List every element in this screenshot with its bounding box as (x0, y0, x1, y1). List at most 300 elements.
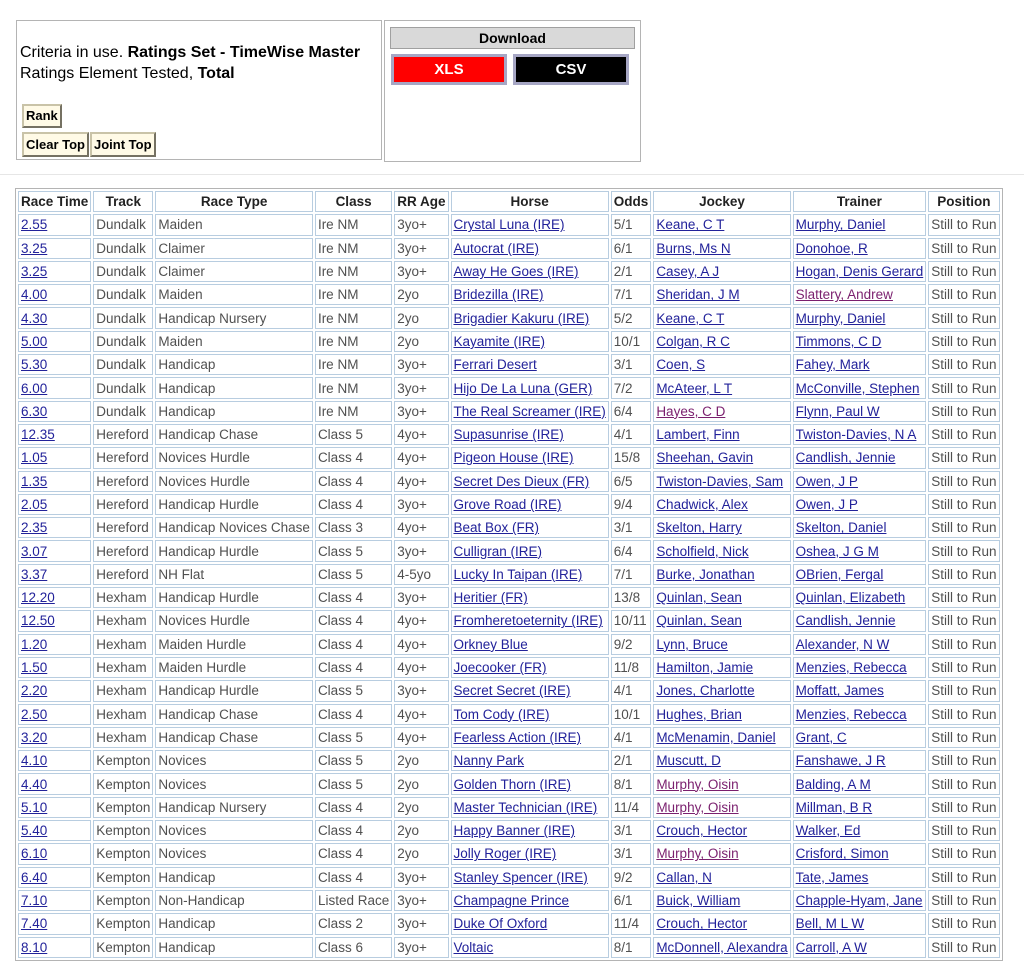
race-time-link[interactable]: 4.40 (21, 776, 48, 792)
position-cell: Still to Run (928, 284, 999, 305)
race-type-cell: Handicap Chase (155, 704, 313, 725)
jockey-link[interactable]: Scholfield, Nick (656, 543, 749, 559)
rr-age-cell: 2yo (394, 843, 448, 864)
table-row (18, 447, 1000, 468)
race-time-link[interactable]: 5.00 (21, 333, 48, 349)
race-time-link[interactable]: 12.35 (21, 427, 55, 443)
position-cell: Still to Run (928, 727, 999, 748)
horse-cell (451, 261, 609, 282)
jockey-link[interactable]: Hughes, Brian (656, 706, 742, 722)
class-cell: Class 5 (315, 540, 392, 561)
horse-link[interactable]: Duke Of Oxford (453, 916, 548, 932)
trainer-link[interactable]: Quinlan, Elizabeth (795, 590, 906, 606)
horse-link[interactable]: Tom Cody (IRE) (453, 706, 550, 722)
trainer-cell (793, 843, 927, 864)
rr-age-cell: 3yo+ (394, 913, 448, 934)
race-time-link[interactable]: 1.05 (21, 450, 48, 466)
horse-link[interactable]: Stanley Spencer (IRE) (453, 869, 588, 885)
odds-cell: 3/1 (611, 843, 652, 864)
position-cell: Still to Run (928, 937, 999, 958)
track-cell: Kempton (93, 797, 153, 818)
race-time-cell (18, 377, 91, 398)
race-time-link[interactable]: 5.40 (21, 823, 48, 839)
jockey-cell (653, 354, 790, 375)
class-cell: Class 5 (315, 773, 392, 794)
trainer-link[interactable]: Murphy, Daniel (795, 217, 886, 233)
download-title: Download (390, 27, 635, 49)
jockey-link[interactable]: Murphy, Oisin (656, 776, 739, 792)
jockey-cell (653, 214, 790, 235)
trainer-cell (793, 634, 927, 655)
race-time-link[interactable]: 8.10 (21, 939, 48, 955)
jockey-cell (653, 377, 790, 398)
horse-cell (451, 797, 609, 818)
column-header-class: Class (315, 191, 392, 212)
trainer-link[interactable]: Oshea, J G M (795, 543, 879, 559)
position-cell: Still to Run (928, 704, 999, 725)
jockey-cell (653, 517, 790, 538)
odds-cell: 8/1 (611, 773, 652, 794)
race-type-cell: Handicap (155, 867, 313, 888)
horse-link[interactable]: Jolly Roger (IRE) (453, 846, 557, 862)
class-cell: Class 4 (315, 634, 392, 655)
rr-age-cell: 3yo+ (394, 377, 448, 398)
track-cell: Kempton (93, 890, 153, 911)
race-time-link[interactable]: 3.07 (21, 543, 48, 559)
horse-cell (451, 610, 609, 631)
track-cell: Dundalk (93, 307, 153, 328)
jockey-link[interactable]: Twiston-Davies, Sam (656, 473, 784, 489)
jockey-link[interactable]: Coen, S (656, 357, 706, 373)
odds-cell: 11/4 (611, 797, 652, 818)
race-time-link[interactable]: 7.40 (21, 916, 48, 932)
rr-age-cell: 3yo+ (394, 354, 448, 375)
odds-cell: 5/2 (611, 307, 652, 328)
horse-link[interactable]: Hijo De La Luna (GER) (453, 380, 593, 396)
column-header-race-type: Race Type (155, 191, 313, 212)
race-type-cell: Handicap Nursery (155, 797, 313, 818)
horse-cell (451, 284, 609, 305)
column-header-odds: Odds (611, 191, 652, 212)
horse-link[interactable]: Secret Secret (IRE) (453, 683, 571, 699)
jockey-link[interactable]: Muscutt, D (656, 753, 721, 769)
rank-button[interactable]: Rank (22, 104, 62, 128)
rr-age-cell: 4yo+ (394, 424, 448, 445)
trainer-link[interactable]: Fanshawe, J R (795, 753, 886, 769)
horse-link[interactable]: Heritier (FR) (453, 590, 528, 606)
position-cell: Still to Run (928, 797, 999, 818)
class-cell: Ire NM (315, 377, 392, 398)
horse-link[interactable]: Orkney Blue (453, 636, 528, 652)
trainer-cell (793, 401, 927, 422)
race-time-cell (18, 727, 91, 748)
track-cell: Dundalk (93, 238, 153, 259)
horse-link[interactable]: Lucky In Taipan (IRE) (453, 566, 583, 582)
jockey-cell (653, 494, 790, 515)
odds-cell: 4/1 (611, 680, 652, 701)
class-cell: Class 4 (315, 867, 392, 888)
trainer-link[interactable]: Menzies, Rebecca (795, 660, 907, 676)
rr-age-cell: 3yo+ (394, 401, 448, 422)
trainer-link[interactable]: Chapple-Hyam, Jane (795, 893, 923, 909)
joint-top-button[interactable]: Joint Top (90, 132, 156, 157)
rr-age-cell: 2yo (394, 750, 448, 771)
horse-link[interactable]: Grove Road (IRE) (453, 497, 562, 512)
jockey-link[interactable]: Casey, A J (656, 264, 720, 280)
jockey-cell (653, 587, 790, 608)
race-time-link[interactable]: 1.50 (21, 660, 48, 676)
position-cell: Still to Run (928, 447, 999, 468)
trainer-link[interactable]: Owen, J P (795, 497, 858, 512)
jockey-link[interactable]: McAteer, L T (656, 380, 733, 396)
trainer-link[interactable]: Fahey, Mark (795, 357, 870, 373)
rr-age-cell: 4yo+ (394, 727, 448, 748)
trainer-link[interactable]: Grant, C (795, 729, 847, 745)
trainer-link[interactable]: Bell, M L W (795, 916, 865, 932)
jockey-cell (653, 564, 790, 585)
jockey-link[interactable]: Burns, Ms N (656, 240, 731, 256)
jockey-cell (653, 401, 790, 422)
horse-cell (451, 331, 609, 352)
race-time-cell (18, 354, 91, 375)
race-time-cell (18, 540, 91, 561)
table-row (18, 890, 1000, 911)
jockey-link[interactable]: Lambert, Finn (656, 427, 740, 443)
jockey-cell (653, 727, 790, 748)
csv-download-button[interactable]: CSV (513, 54, 629, 85)
race-time-link[interactable]: 1.20 (21, 636, 48, 652)
trainer-link[interactable]: Crisford, Simon (795, 846, 889, 862)
jockey-link[interactable]: McDonnell, Alexandra (656, 939, 788, 955)
race-time-link[interactable]: 5.10 (21, 799, 48, 815)
odds-cell: 2/1 (611, 261, 652, 282)
jockey-link[interactable]: Sheehan, Gavin (656, 450, 754, 466)
horse-cell (451, 471, 609, 492)
rr-age-cell: 2yo (394, 773, 448, 794)
race-type-cell: Maiden (155, 331, 313, 352)
horse-link[interactable]: Kayamite (IRE) (453, 333, 546, 349)
race-time-link[interactable]: 2.05 (21, 497, 48, 512)
trainer-cell (793, 494, 927, 515)
race-type-cell: Maiden (155, 214, 313, 235)
trainer-link[interactable]: Donohoe, R (795, 240, 868, 256)
jockey-link[interactable]: Quinlan, Sean (656, 613, 742, 629)
track-cell: Hexham (93, 727, 153, 748)
race-time-cell (18, 773, 91, 794)
horse-link[interactable]: Golden Thorn (IRE) (453, 776, 572, 792)
class-cell: Ire NM (315, 354, 392, 375)
table-row (18, 494, 1000, 515)
jockey-cell (653, 307, 790, 328)
table-row (18, 843, 1000, 864)
race-time-cell (18, 447, 91, 468)
rr-age-cell: 4yo+ (394, 610, 448, 631)
rr-age-cell: 4yo+ (394, 657, 448, 678)
table-row (18, 704, 1000, 725)
rr-age-cell: 2yo (394, 820, 448, 841)
horse-link[interactable]: Crystal Luna (IRE) (453, 217, 565, 233)
trainer-link[interactable]: Timmons, C D (795, 333, 882, 349)
jockey-link[interactable]: Murphy, Oisin (656, 799, 739, 815)
odds-cell: 3/1 (611, 354, 652, 375)
position-cell: Still to Run (928, 471, 999, 492)
race-time-cell (18, 401, 91, 422)
trainer-link[interactable]: Hogan, Denis Gerard (795, 264, 924, 280)
jockey-link[interactable]: McMenamin, Daniel (656, 729, 776, 745)
ratings-set-value: Ratings Set - TimeWise Master (127, 44, 361, 61)
horse-link[interactable]: Away He Goes (IRE) (453, 264, 579, 280)
trainer-link[interactable]: Owen, J P (795, 473, 858, 489)
race-type-cell: Novices Hurdle (155, 610, 313, 631)
race-time-link[interactable]: 3.25 (21, 264, 48, 280)
jockey-link[interactable]: Jones, Charlotte (656, 683, 755, 699)
trainer-link[interactable]: Murphy, Daniel (795, 310, 886, 326)
track-cell: Hereford (93, 471, 153, 492)
trainer-cell (793, 284, 927, 305)
horse-cell (451, 913, 609, 934)
column-header-race-time: Race Time (18, 191, 91, 212)
column-header-rr-age: RR Age (394, 191, 448, 212)
rr-age-cell: 3yo+ (394, 238, 448, 259)
element-prefix: Ratings Element Tested, (20, 65, 198, 82)
class-cell: Class 4 (315, 610, 392, 631)
race-time-link[interactable]: 12.20 (21, 590, 55, 606)
position-cell: Still to Run (928, 494, 999, 515)
jockey-link[interactable]: Hamilton, Jamie (656, 660, 754, 676)
horse-cell (451, 238, 609, 259)
race-time-cell (18, 913, 91, 934)
jockey-cell (653, 937, 790, 958)
jockey-link[interactable]: Skelton, Harry (656, 520, 742, 536)
race-time-link[interactable]: 7.10 (21, 893, 48, 909)
race-time-link[interactable]: 4.00 (21, 287, 48, 303)
odds-cell: 5/1 (611, 214, 652, 235)
class-cell: Ire NM (315, 238, 392, 259)
horse-cell (451, 680, 609, 701)
table-row (18, 564, 1000, 585)
horse-link[interactable]: Voltaic (453, 939, 494, 955)
position-cell: Still to Run (928, 261, 999, 282)
class-cell: Ire NM (315, 331, 392, 352)
race-time-link[interactable]: 6.30 (21, 403, 48, 419)
class-cell: Class 4 (315, 657, 392, 678)
odds-cell: 11/4 (611, 913, 652, 934)
race-type-cell: Novices Hurdle (155, 471, 313, 492)
table-row (18, 540, 1000, 561)
trainer-link[interactable]: Menzies, Rebecca (795, 706, 907, 722)
jockey-cell (653, 704, 790, 725)
table-row (18, 424, 1000, 445)
class-cell: Class 5 (315, 424, 392, 445)
trainer-link[interactable]: Candlish, Jennie (795, 613, 896, 629)
trainer-cell (793, 377, 927, 398)
jockey-link[interactable]: Hayes, C D (656, 403, 726, 419)
race-time-link[interactable]: 2.35 (21, 520, 48, 536)
trainer-link[interactable]: Flynn, Paul W (795, 403, 880, 419)
trainer-link[interactable]: Twiston-Davies, N A (795, 427, 917, 443)
jockey-link[interactable]: Crouch, Hector (656, 823, 748, 839)
trainer-cell (793, 820, 927, 841)
jockey-link[interactable]: Buick, William (656, 893, 741, 909)
rr-age-cell: 4yo+ (394, 704, 448, 725)
trainer-link[interactable]: Skelton, Daniel (795, 520, 887, 536)
track-cell: Dundalk (93, 284, 153, 305)
horse-link[interactable]: Joecooker (FR) (453, 660, 547, 676)
odds-cell: 10/1 (611, 331, 652, 352)
race-time-link[interactable]: 12.50 (21, 613, 55, 629)
class-cell: Class 5 (315, 680, 392, 701)
race-time-link[interactable]: 6.40 (21, 869, 48, 885)
jockey-link[interactable]: Keane, C T (656, 217, 725, 233)
race-time-link[interactable]: 3.20 (21, 729, 48, 745)
track-cell: Hereford (93, 517, 153, 538)
race-type-cell: Novices (155, 773, 313, 794)
horse-link[interactable]: Secret Des Dieux (FR) (453, 473, 590, 489)
horse-link[interactable]: The Real Screamer (IRE) (453, 403, 606, 419)
race-type-cell: Novices (155, 820, 313, 841)
horse-cell (451, 424, 609, 445)
jockey-link[interactable]: Sheridan, J M (656, 287, 740, 303)
race-time-link[interactable]: 3.37 (21, 566, 48, 582)
track-cell: Dundalk (93, 261, 153, 282)
track-cell: Hexham (93, 610, 153, 631)
jockey-cell (653, 424, 790, 445)
table-row (18, 307, 1000, 328)
trainer-link[interactable]: McConville, Stephen (795, 380, 920, 396)
track-cell: Hexham (93, 680, 153, 701)
class-cell: Class 4 (315, 471, 392, 492)
odds-cell: 8/1 (611, 937, 652, 958)
horse-link[interactable]: Fromheretoeternity (IRE) (453, 613, 603, 629)
jockey-link[interactable]: Lynn, Bruce (656, 636, 728, 652)
trainer-link[interactable]: Balding, A M (795, 776, 871, 792)
race-type-cell: Novices Hurdle (155, 447, 313, 468)
trainer-link[interactable]: Slattery, Andrew (795, 287, 893, 303)
race-type-cell: Handicap Chase (155, 424, 313, 445)
race-time-link[interactable]: 4.30 (21, 310, 48, 326)
trainer-cell (793, 238, 927, 259)
horse-link[interactable]: Autocrat (IRE) (453, 240, 540, 256)
race-time-link[interactable]: 6.00 (21, 380, 48, 396)
track-cell: Dundalk (93, 354, 153, 375)
class-cell: Class 4 (315, 843, 392, 864)
class-cell: Class 4 (315, 820, 392, 841)
horse-link[interactable]: Beat Box (FR) (453, 520, 540, 536)
horse-cell (451, 750, 609, 771)
horse-link[interactable]: Master Technician (IRE) (453, 799, 598, 815)
horse-cell (451, 401, 609, 422)
race-time-cell (18, 587, 91, 608)
race-time-cell (18, 307, 91, 328)
jockey-link[interactable]: Burke, Jonathan (656, 566, 755, 582)
horse-cell (451, 214, 609, 235)
trainer-cell (793, 657, 927, 678)
rr-age-cell: 3yo+ (394, 540, 448, 561)
jockey-link[interactable]: Chadwick, Alex (656, 497, 748, 512)
track-cell: Kempton (93, 867, 153, 888)
trainer-cell (793, 797, 927, 818)
jockey-link[interactable]: Callan, N (656, 869, 712, 885)
jockey-cell (653, 913, 790, 934)
race-time-link[interactable]: 2.20 (21, 683, 48, 699)
position-cell: Still to Run (928, 610, 999, 631)
xls-download-button[interactable]: XLS (391, 54, 507, 85)
race-time-cell (18, 843, 91, 864)
race-time-link[interactable]: 2.55 (21, 217, 48, 233)
trainer-link[interactable]: Walker, Ed (795, 823, 861, 839)
position-cell: Still to Run (928, 564, 999, 585)
trainer-link[interactable]: Millman, B R (795, 799, 873, 815)
trainer-link[interactable]: Candlish, Jennie (795, 450, 896, 466)
horse-cell (451, 843, 609, 864)
class-cell: Ire NM (315, 214, 392, 235)
race-time-link[interactable]: 2.50 (21, 706, 48, 722)
jockey-link[interactable]: Quinlan, Sean (656, 590, 742, 606)
section-divider (0, 174, 1024, 175)
track-cell: Kempton (93, 820, 153, 841)
horse-link[interactable]: Happy Banner (IRE) (453, 823, 576, 839)
trainer-link[interactable]: Alexander, N W (795, 636, 890, 652)
track-cell: Dundalk (93, 401, 153, 422)
horse-link[interactable]: Supasunrise (IRE) (453, 427, 564, 443)
horse-link[interactable]: Ferrari Desert (453, 357, 537, 373)
odds-cell: 6/1 (611, 238, 652, 259)
jockey-cell (653, 657, 790, 678)
track-cell: Kempton (93, 913, 153, 934)
race-time-cell (18, 750, 91, 771)
class-cell: Ire NM (315, 401, 392, 422)
horse-link[interactable]: Champagne Prince (453, 893, 570, 909)
race-time-link[interactable]: 5.30 (21, 357, 48, 373)
track-cell: Kempton (93, 773, 153, 794)
race-time-link[interactable]: 4.10 (21, 753, 48, 769)
horse-link[interactable]: Culligran (IRE) (453, 543, 543, 559)
horse-link[interactable]: Fearless Action (IRE) (453, 729, 582, 745)
race-time-link[interactable]: 6.10 (21, 846, 48, 862)
jockey-link[interactable]: Keane, C T (656, 310, 725, 326)
trainer-link[interactable]: Moffatt, James (795, 683, 884, 699)
rr-age-cell: 4yo+ (394, 447, 448, 468)
rr-age-cell: 2yo (394, 331, 448, 352)
horse-link[interactable]: Pigeon House (IRE) (453, 450, 574, 466)
position-cell: Still to Run (928, 307, 999, 328)
rr-age-cell: 4yo+ (394, 634, 448, 655)
clear-top-button[interactable]: Clear Top (22, 132, 89, 157)
track-cell: Dundalk (93, 377, 153, 398)
jockey-link[interactable]: Colgan, R C (656, 333, 730, 349)
trainer-link[interactable]: Carroll, A W (795, 939, 867, 955)
horse-link[interactable]: Nanny Park (453, 753, 525, 769)
odds-cell: 9/2 (611, 634, 652, 655)
race-time-cell (18, 937, 91, 958)
table-row (18, 214, 1000, 235)
rr-age-cell: 3yo+ (394, 867, 448, 888)
race-time-link[interactable]: 1.35 (21, 473, 48, 489)
horse-cell (451, 634, 609, 655)
track-cell: Hereford (93, 424, 153, 445)
trainer-link[interactable]: Tate, James (795, 869, 869, 885)
position-cell: Still to Run (928, 354, 999, 375)
jockey-link[interactable]: Crouch, Hector (656, 916, 748, 932)
horse-cell (451, 447, 609, 468)
horse-link[interactable]: Bridezilla (IRE) (453, 287, 544, 303)
race-time-link[interactable]: 3.25 (21, 240, 48, 256)
jockey-cell (653, 820, 790, 841)
horse-cell (451, 657, 609, 678)
trainer-link[interactable]: OBrien, Fergal (795, 566, 884, 582)
jockey-link[interactable]: Murphy, Oisin (656, 846, 739, 862)
horse-link[interactable]: Brigadier Kakuru (IRE) (453, 310, 590, 326)
